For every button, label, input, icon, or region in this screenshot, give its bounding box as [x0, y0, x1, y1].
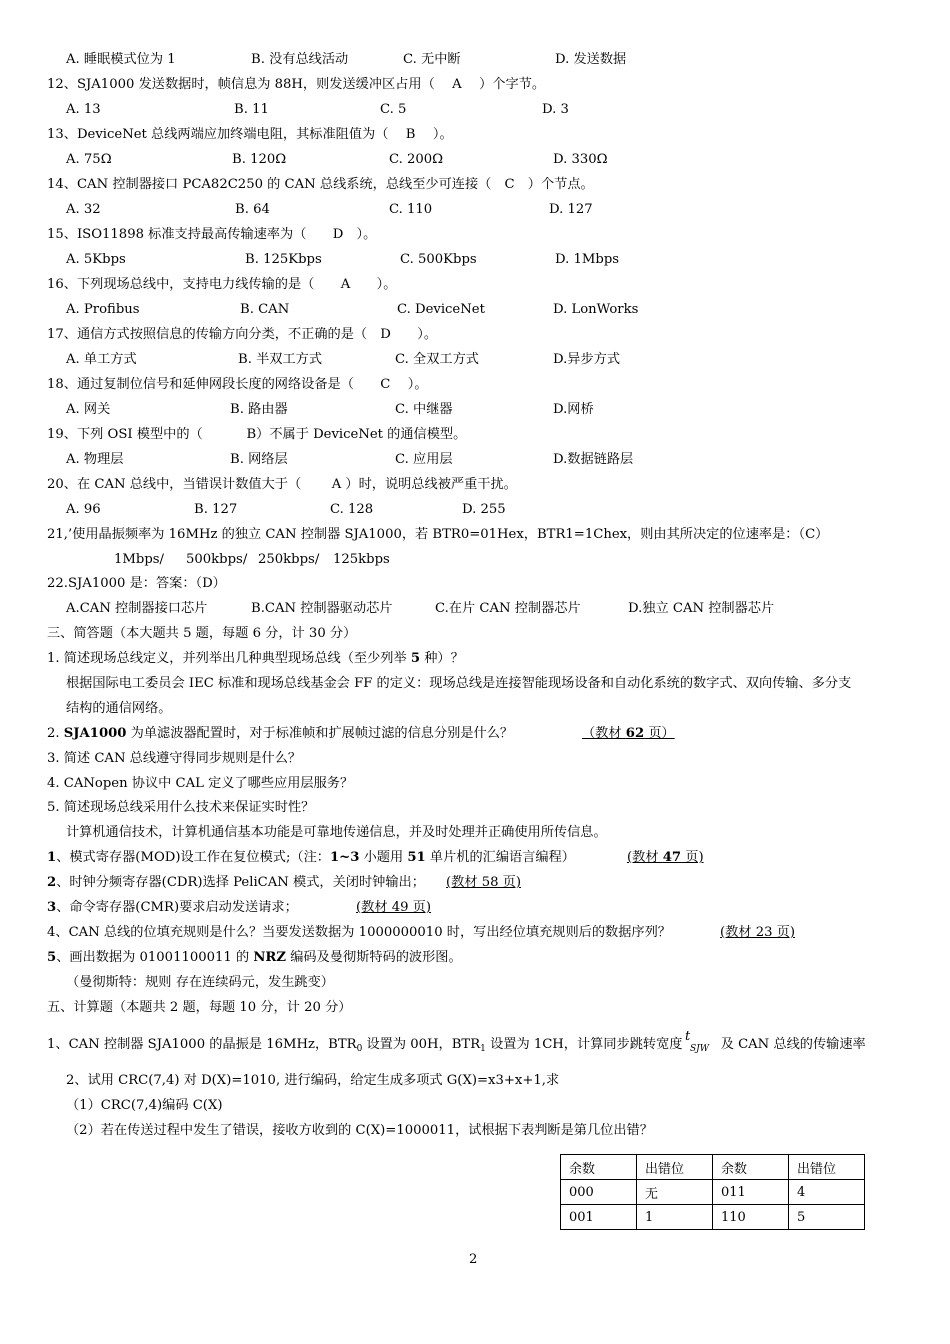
q22-option-b: B.CAN 控制器驱动芯片: [251, 601, 393, 616]
q15-option-a: A. 5Kbps: [66, 252, 126, 267]
q19-option-b: B. 网络层: [230, 452, 288, 467]
short-q5-answer: 计算机通信技术，计算机通信基本功能是可靠地传递信息，并及时处理并正确使用所传信息。: [66, 825, 607, 840]
q18-option-d: D.网桥: [553, 402, 594, 417]
table-cell: 4: [789, 1180, 865, 1205]
q21-option-2: 500kbps/: [186, 552, 248, 567]
q16-option-d: D. LonWorks: [553, 302, 639, 317]
short-q1: 1. 简述现场总线定义，并列举出几种典型现场总线（至少列举 5 种）？: [47, 651, 464, 666]
prog-q2-textbook-ref: (教材 58 页): [446, 875, 522, 890]
q17-option-d: D.异步方式: [553, 352, 621, 367]
q14-option-b: B. 64: [235, 202, 270, 217]
prog-q4: 4、CAN 总线的位填充规则是什么？当要发送数据为 1000000010 时，写出经位填充规则后的数据序列？: [47, 925, 671, 940]
q21-stem: 21,’使用晶振频率为 16MHz 的独立 CAN 控制器 SJA1000，若 BTR0=01Hex，BTR1=1Chex，则由其所决定的位速率是：（C）: [47, 527, 829, 542]
q18-stem: 18、通过复制位信号和延伸网段长度的网络设备是（ C ）。: [47, 377, 428, 392]
prog-q3-textbook-ref: (教材 49 页): [356, 900, 432, 915]
q20-option-c: C. 128: [330, 502, 374, 517]
table-cell: 110: [713, 1205, 789, 1230]
q15-option-c: C. 500Kbps: [400, 252, 477, 267]
q12-option-c: C. 5: [380, 102, 407, 117]
q12-stem: 12、SJA1000 发送数据时，帧信息为 88H，则发送缓冲区占用（ A ）个字节。: [47, 77, 546, 92]
q13-option-b: B. 120Ω: [232, 152, 287, 167]
prog-q3: 3、命令寄存器(CMR)要求启动发送请求；: [47, 900, 298, 915]
prog-q1: 1、模式寄存器(MOD)设工作在复位模式;（注：1~3 小题用 51 单片机的汇编语言编程）: [47, 850, 575, 865]
section5-title: 五、计算题（本题共 2 题，每题 10 分，计 20 分）: [47, 1000, 352, 1015]
table-row: [561, 1180, 865, 1205]
calc-q2: 2、试用 CRC(7,4) 对 D(X)=1010, 进行编码，给定生成多项式 G(X)=x3+x+1,求: [66, 1073, 560, 1088]
q22-option-a: A.CAN 控制器接口芯片: [66, 601, 208, 616]
q21-option-1: 1Mbps/: [114, 552, 164, 567]
prog-q1-textbook-ref: (教材 47 页): [627, 850, 704, 865]
q11-option-d: D. 发送数据: [555, 52, 627, 67]
q14-stem: 14、CAN 控制器接口 PCA82C250 的 CAN 总线系统，总线至少可连接（ C ）个节点。: [47, 177, 594, 192]
q14-option-c: C. 110: [389, 202, 433, 217]
short-q4: 4. CANopen 协议中 CAL 定义了哪些应用层服务？: [47, 776, 354, 791]
q11-option-a: A. 睡眠模式位为 1: [66, 52, 176, 67]
short-q3: 3. 简述 CAN 总线遵守得同步规则是什么？: [47, 751, 302, 766]
short-q2: 2. SJA1000 为单滤波器配置时，对于标准帧和扩展帧过滤的信息分别是什么？: [47, 726, 514, 741]
q13-stem: 13、DeviceNet 总线两端应加终端电阻，其标准阻值为（ B ）。: [47, 127, 453, 142]
q16-option-b: B. CAN: [240, 302, 290, 317]
prog-q2: 2、时钟分频寄存器(CDR)选择 PeliCAN 模式，关闭时钟输出；: [47, 875, 425, 890]
q18-option-b: B. 路由器: [230, 402, 288, 417]
page-number: 2: [469, 1252, 478, 1267]
q17-option-c: C. 全双工方式: [395, 352, 479, 367]
q19-option-d: D.数据链路层: [553, 452, 634, 467]
table-cell: 无: [637, 1180, 713, 1205]
q18-option-a: A. 网关: [66, 402, 111, 417]
q16-stem: 16、下列现场总线中，支持电力线传输的是（ A ）。: [47, 277, 397, 292]
short-q1-answer-line1: 根据国际电工委员会 IEC 标准和现场总线基金会 FF 的定义：现场总线是连接智能现场设备和自动化系统的数字式、双向传输、多分支: [66, 676, 852, 691]
q12-option-a: A. 13: [66, 102, 101, 117]
table-cell: 000: [561, 1180, 637, 1205]
tsjw-symbol: t SJW: [685, 1029, 710, 1054]
q22-option-c: C.在片 CAN 控制器芯片: [435, 601, 581, 616]
q19-option-a: A. 物理层: [66, 452, 124, 467]
table-cell: 5: [789, 1205, 865, 1230]
q19-option-c: C. 应用层: [395, 452, 453, 467]
q20-option-b: B. 127: [194, 502, 238, 517]
q13-option-a: A. 75Ω: [66, 152, 112, 167]
q18-option-c: C. 中继器: [395, 402, 453, 417]
q17-stem: 17、通信方式按照信息的传输方向分类，不正确的是（ D ）。: [47, 327, 438, 342]
table-cell: 001: [561, 1205, 637, 1230]
table-header-cell: 出错位: [637, 1155, 713, 1180]
prog-q4-textbook-ref: (教材 23 页): [720, 925, 796, 940]
q21-option-4: 125kbps: [333, 552, 390, 567]
q15-stem: 15、ISO11898 标准支持最高传输速率为（ D ）。: [47, 227, 377, 242]
table-cell: 1: [637, 1205, 713, 1230]
q12-option-b: B. 11: [234, 102, 269, 117]
q22-option-d: D.独立 CAN 控制器芯片: [628, 601, 775, 616]
calc-q1: 1、CAN 控制器 SJA1000 的晶振是 16MHz，$BTR_0$ 设置为 00H，$BTR_1$ 设置为 1CH，计算同步跳转宽度 及 CAN 总线的传输速率: [47, 1037, 866, 1054]
q16-option-a: A. Profibus: [66, 302, 140, 317]
q22-stem: 22.SJA1000 是：答案：（D）: [47, 576, 226, 591]
q20-option-d: D. 255: [462, 502, 506, 517]
q14-option-a: A. 32: [66, 202, 101, 217]
q21-option-3: 250kbps/: [258, 552, 320, 567]
q13-option-d: D. 330Ω: [553, 152, 608, 167]
prog-q5: 5、画出数据为 01001100011 的 NRZ 编码及曼彻斯特码的波形图。: [47, 950, 462, 965]
calc-q2-part2: （2）若在传送过程中发生了错误，接收方收到的 C(X)=1000011，试根据下表判断是第几位出错？: [66, 1123, 653, 1138]
table-header-cell: 出错位: [789, 1155, 865, 1180]
q14-option-d: D. 127: [549, 202, 593, 217]
short-q5: 5. 简述现场总线采用什么技术来保证实时性？: [47, 800, 315, 815]
remainder-error-table: [560, 1154, 865, 1230]
q11-option-b: B. 没有总线活动: [251, 52, 349, 67]
q15-option-b: B. 125Kbps: [245, 252, 322, 267]
table-row: [561, 1205, 865, 1230]
q19-stem: 19、下列 OSI 模型中的（ B）不属于 DeviceNet 的通信模型。: [47, 427, 467, 442]
table-header-cell: 余数: [713, 1155, 789, 1180]
q17-option-a: A. 单工方式: [66, 352, 137, 367]
q12-option-d: D. 3: [542, 102, 569, 117]
q20-stem: 20、在 CAN 总线中，当错误计数值大于（ A ）时，说明总线被严重干扰。: [47, 477, 517, 492]
table-header-row: [561, 1155, 865, 1180]
q16-option-c: C. DeviceNet: [397, 302, 485, 317]
table-header-cell: 余数: [561, 1155, 637, 1180]
table-cell: 011: [713, 1180, 789, 1205]
q17-option-b: B. 半双工方式: [238, 352, 323, 367]
calc-q2-part1: （1）CRC(7,4)编码 C(X): [66, 1098, 223, 1113]
short-q1-answer-line2: 结构的通信网络。: [66, 701, 172, 716]
q15-option-d: D. 1Mbps: [555, 252, 620, 267]
section3-title: 三、简答题（本大题共 5 题，每题 6 分，计 30 分）: [47, 626, 357, 641]
short-q2-textbook-ref: （教材 62 页）: [582, 726, 675, 741]
q13-option-c: C. 200Ω: [389, 152, 444, 167]
q20-option-a: A. 96: [66, 502, 101, 517]
q11-option-c: C. 无中断: [403, 52, 461, 67]
prog-q5-answer: （曼彻斯特：规则 存在连续码元，发生跳变）: [66, 975, 334, 990]
